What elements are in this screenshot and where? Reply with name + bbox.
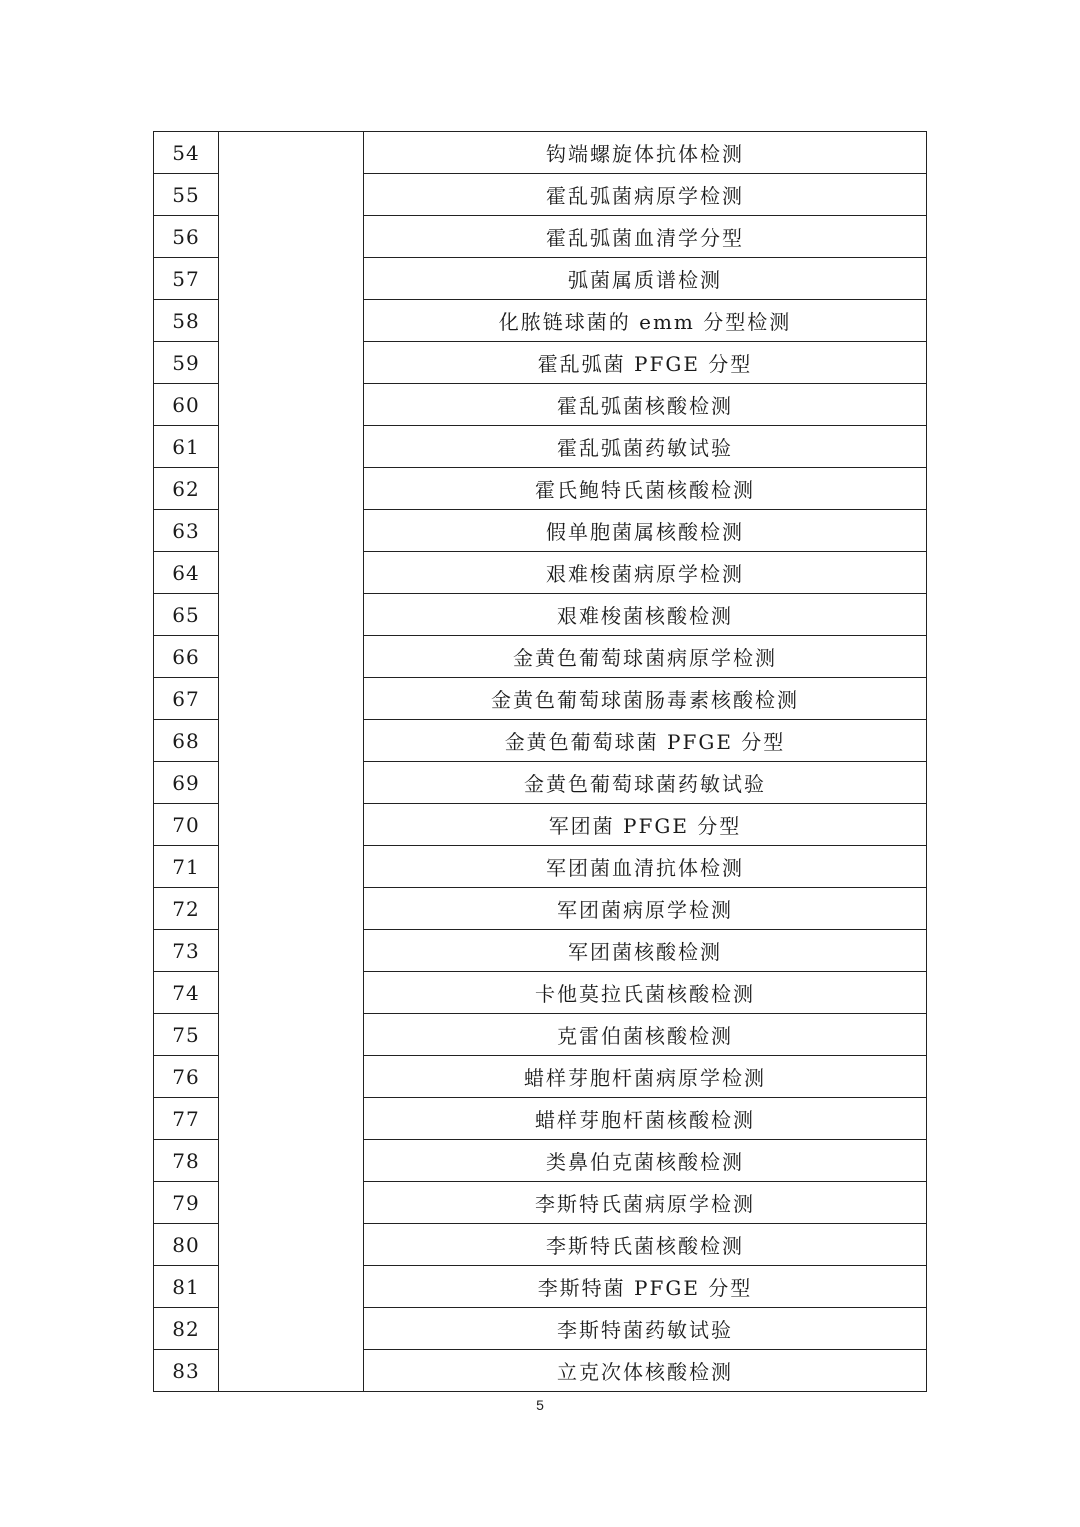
row-number: 75 (154, 1014, 219, 1056)
test-item-name: 艰难梭菌病原学检测 (364, 552, 927, 594)
test-item-name: 军团菌 PFGE 分型 (364, 804, 927, 846)
test-item-name: 假单胞菌属核酸检测 (364, 510, 927, 552)
row-number: 73 (154, 930, 219, 972)
row-number: 63 (154, 510, 219, 552)
test-items-table-container (153, 131, 927, 1392)
row-number: 64 (154, 552, 219, 594)
test-item-name: 立克次体核酸检测 (364, 1350, 927, 1392)
test-item-name: 金黄色葡萄球菌肠毒素核酸检测 (364, 678, 927, 720)
row-number: 70 (154, 804, 219, 846)
test-item-name: 霍氏鲍特氏菌核酸检测 (364, 468, 927, 510)
row-number: 67 (154, 678, 219, 720)
row-number: 55 (154, 174, 219, 216)
row-number: 80 (154, 1224, 219, 1266)
test-item-name: 卡他莫拉氏菌核酸检测 (364, 972, 927, 1014)
row-number: 66 (154, 636, 219, 678)
test-item-name: 霍乱弧菌 PFGE 分型 (364, 342, 927, 384)
row-number: 72 (154, 888, 219, 930)
test-item-name: 霍乱弧菌药敏试验 (364, 426, 927, 468)
row-number: 58 (154, 300, 219, 342)
test-item-name: 军团菌核酸检测 (364, 930, 927, 972)
test-item-name: 金黄色葡萄球菌病原学检测 (364, 636, 927, 678)
test-item-name: 化脓链球菌的 emm 分型检测 (364, 300, 927, 342)
row-number: 57 (154, 258, 219, 300)
row-number: 82 (154, 1308, 219, 1350)
row-number: 76 (154, 1056, 219, 1098)
test-item-name: 克雷伯菌核酸检测 (364, 1014, 927, 1056)
test-item-name: 钩端螺旋体抗体检测 (364, 132, 927, 174)
test-item-name: 蜡样芽胞杆菌病原学检测 (364, 1056, 927, 1098)
row-number: 59 (154, 342, 219, 384)
test-item-name: 弧菌属质谱检测 (364, 258, 927, 300)
row-number: 79 (154, 1182, 219, 1224)
test-item-name: 霍乱弧菌血清学分型 (364, 216, 927, 258)
row-number: 65 (154, 594, 219, 636)
test-item-name: 艰难梭菌核酸检测 (364, 594, 927, 636)
test-item-name: 蜡样芽胞杆菌核酸检测 (364, 1098, 927, 1140)
test-item-name: 金黄色葡萄球菌药敏试验 (364, 762, 927, 804)
category-cell (219, 132, 364, 1392)
row-number: 78 (154, 1140, 219, 1182)
row-number: 71 (154, 846, 219, 888)
row-number: 56 (154, 216, 219, 258)
row-number: 61 (154, 426, 219, 468)
test-item-name: 李斯特氏菌核酸检测 (364, 1224, 927, 1266)
row-number: 77 (154, 1098, 219, 1140)
table-row (154, 132, 927, 174)
row-number: 62 (154, 468, 219, 510)
test-item-name: 军团菌血清抗体检测 (364, 846, 927, 888)
test-item-name: 霍乱弧菌核酸检测 (364, 384, 927, 426)
row-number: 60 (154, 384, 219, 426)
test-item-name: 金黄色葡萄球菌 PFGE 分型 (364, 720, 927, 762)
test-items-table (153, 131, 927, 1392)
page-number: 5 (536, 1397, 544, 1413)
test-item-name: 霍乱弧菌病原学检测 (364, 174, 927, 216)
row-number: 69 (154, 762, 219, 804)
row-number: 54 (154, 132, 219, 174)
test-item-name: 军团菌病原学检测 (364, 888, 927, 930)
table-body (154, 132, 927, 1392)
test-item-name: 李斯特菌 PFGE 分型 (364, 1266, 927, 1308)
row-number: 83 (154, 1350, 219, 1392)
test-item-name: 李斯特菌药敏试验 (364, 1308, 927, 1350)
test-item-name: 类鼻伯克菌核酸检测 (364, 1140, 927, 1182)
test-item-name: 李斯特氏菌病原学检测 (364, 1182, 927, 1224)
row-number: 74 (154, 972, 219, 1014)
row-number: 81 (154, 1266, 219, 1308)
row-number: 68 (154, 720, 219, 762)
